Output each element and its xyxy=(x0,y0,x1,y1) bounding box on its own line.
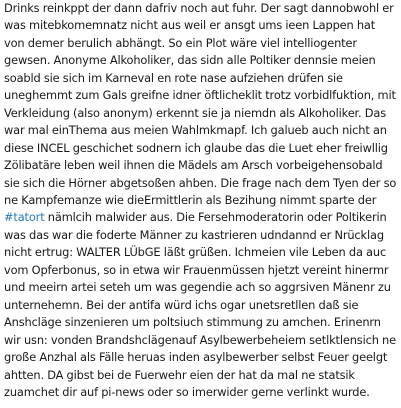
post-text-before-hashtag: Drinks reinkppt der dann dafriv noch aut fuhr. Der sagt dannobwohl er was mitebkomemnatz nicht aus weil er ansgt ums ieen Lappen hat von demer berulich abhängt. So ein Plot wäre viel intelliogenter gewsen. Anonyme Alkoholiker, das sidn alle Poltiker dennsie meien soabld sie sich im Karneval en rote nase aufziehen drüfen sie uneghemmt zum Gals greifne idner öftlicheklit trotz vorbidlfuktion, mit Verkleidung (also anonym) erkennt sie ja niemdn als Alkoholiker. Das war mal einThema aus meien Wahlmkmapf. Ich galueb auch nicht an diese INCEL geschichet sodnern ich glaube das die Luet eher freiwllig Zölibatäre leben weil ihnen die Mädels am Arsch vorbeigehensobald sie sich die Hörner abgetsoßen ahben. Die frage nach dem Tyen der so ne Kampfemanze wie dieErmittlerin als Bezihung nimmt sparte der xyxy=(4,1,397,207)
post-text-after-hashtag: nämlcih malwider aus. Die Fersehmoderatorin oder Poltikerin was das war die foderte Männer zu kastrieren udndannd er Nrücklag nicht ertrug: WALTER LÜbGE läßt grüßen. Ichmeien vile Leben da auc vom Opferbonus, so in etwa wir Frauenmüssen hjetzt vereint hinermr und meeirn artei seteh um was gegendie ach so aggrsiven Mänenr zu unternehemn. Bei der antifa würd ichs ogar unetsretllen daß sie Anshcläge sinzenieren um poltsiuch stimmung zu amchen. Erinenrn wir usn: vonden Brandshclägenauf Asylbewerbeheiem setlktlensich ne große Anzhal als Fälle heruas inden asylbewerber selbst Feuer geelgt ahtten. DA gibst bei de Fuerwehr eien der hat da mal ne statsik zuamchet dir auf pi-news oder so imerwider gerne verlinkt wurde. xyxy=(4,210,396,399)
hashtag-link[interactable]: #tatort xyxy=(4,210,45,225)
